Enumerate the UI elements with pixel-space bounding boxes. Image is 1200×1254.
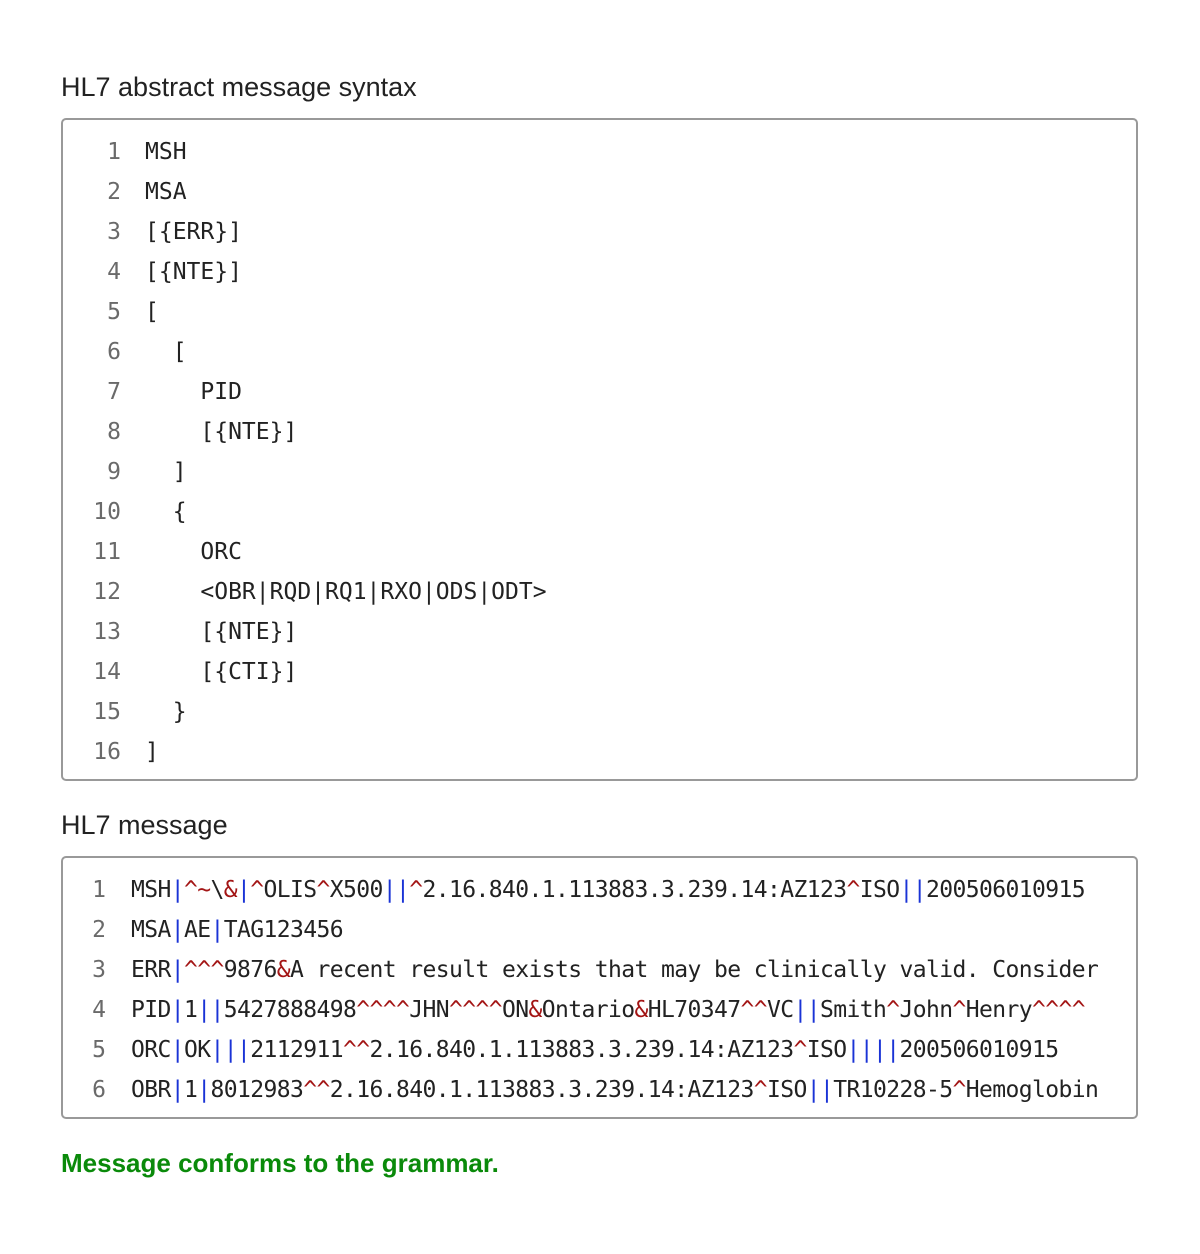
line-text: PID bbox=[145, 379, 242, 405]
code-line bbox=[63, 1030, 1136, 1070]
code-line bbox=[63, 910, 1136, 950]
line-number: 11 bbox=[93, 539, 121, 565]
line-text: [{CTI}] bbox=[145, 659, 298, 685]
code-line bbox=[63, 532, 1136, 572]
line-number: 16 bbox=[93, 739, 121, 765]
line-number: 6 bbox=[92, 1077, 106, 1103]
line-text: [{NTE}] bbox=[145, 259, 242, 285]
line-text: [{NTE}] bbox=[145, 419, 298, 445]
code-line bbox=[63, 692, 1136, 732]
line-text: <OBR|RQD|RQ1|RXO|ODS|ODT> bbox=[145, 579, 547, 605]
line-text: MSH bbox=[145, 139, 187, 165]
line-text: { bbox=[145, 499, 187, 525]
code-line bbox=[63, 212, 1136, 252]
line-text: ] bbox=[145, 459, 187, 485]
code-line bbox=[63, 172, 1136, 212]
line-number: 5 bbox=[92, 1037, 106, 1063]
line-number: 15 bbox=[93, 699, 121, 725]
line-number: 13 bbox=[93, 619, 121, 645]
code-line bbox=[63, 950, 1136, 990]
line-number: 7 bbox=[107, 379, 121, 405]
code-line bbox=[63, 412, 1136, 452]
line-number: 6 bbox=[107, 339, 121, 365]
code-line bbox=[63, 990, 1136, 1030]
code-line bbox=[63, 732, 1136, 772]
code-line bbox=[63, 332, 1136, 372]
line-number: 10 bbox=[93, 499, 121, 525]
code-line bbox=[63, 1070, 1136, 1110]
line-text: ] bbox=[145, 739, 159, 765]
code-line bbox=[63, 870, 1136, 910]
line-text: ORC|OK|||2112911^^2.16.840.1.113883.3.239.14:AZ123^ISO||||200506010915 bbox=[131, 1037, 1059, 1063]
line-text: PID|1||5427888498^^^^JHN^^^^ON&Ontario&HL70347^^VC||Smith^John^Henry^^^^ bbox=[131, 997, 1085, 1023]
grammar-section-label: HL7 abstract message syntax bbox=[61, 72, 417, 102]
code-line bbox=[63, 292, 1136, 332]
code-line bbox=[63, 612, 1136, 652]
line-number: 3 bbox=[107, 219, 121, 245]
line-text: OBR|1|8012983^^2.16.840.1.113883.3.239.14:AZ123^ISO||TR10228-5^Hemoglobin bbox=[131, 1077, 1099, 1103]
line-text: MSA|AE|TAG123456 bbox=[131, 917, 343, 943]
code-line bbox=[63, 252, 1136, 292]
line-number: 4 bbox=[107, 259, 121, 285]
code-line bbox=[63, 132, 1136, 172]
code-line bbox=[63, 372, 1136, 412]
line-number: 14 bbox=[93, 659, 121, 685]
code-line bbox=[63, 572, 1136, 612]
line-number: 8 bbox=[107, 419, 121, 445]
code-line bbox=[63, 492, 1136, 532]
line-number: 1 bbox=[107, 139, 121, 165]
line-text: [{ERR}] bbox=[145, 219, 242, 245]
line-number: 2 bbox=[92, 917, 106, 943]
line-number: 9 bbox=[107, 459, 121, 485]
line-text: MSH|^~\&|^OLIS^X500||^2.16.840.1.113883.3.239.14:AZ123^ISO||200506010915 bbox=[131, 877, 1085, 903]
line-text: ERR|^^^9876&A recent result exists that may be clinically valid. Consider bbox=[131, 957, 1099, 983]
line-number: 5 bbox=[107, 299, 121, 325]
line-text: MSA bbox=[145, 179, 187, 205]
line-text: [ bbox=[145, 299, 159, 325]
line-text: [{NTE}] bbox=[145, 619, 298, 645]
code-line bbox=[63, 452, 1136, 492]
line-number: 12 bbox=[93, 579, 121, 605]
grammar-editor[interactable] bbox=[61, 118, 1138, 781]
line-number: 3 bbox=[92, 957, 106, 983]
line-number: 2 bbox=[107, 179, 121, 205]
message-editor[interactable] bbox=[61, 856, 1138, 1119]
validation-status: Message conforms to the grammar. bbox=[61, 1148, 499, 1178]
line-text: } bbox=[145, 699, 187, 725]
line-number: 1 bbox=[92, 877, 106, 903]
message-section-label: HL7 message bbox=[61, 810, 228, 840]
line-number: 4 bbox=[92, 997, 106, 1023]
code-line bbox=[63, 652, 1136, 692]
line-text: [ bbox=[145, 339, 187, 365]
line-text: ORC bbox=[145, 539, 242, 565]
